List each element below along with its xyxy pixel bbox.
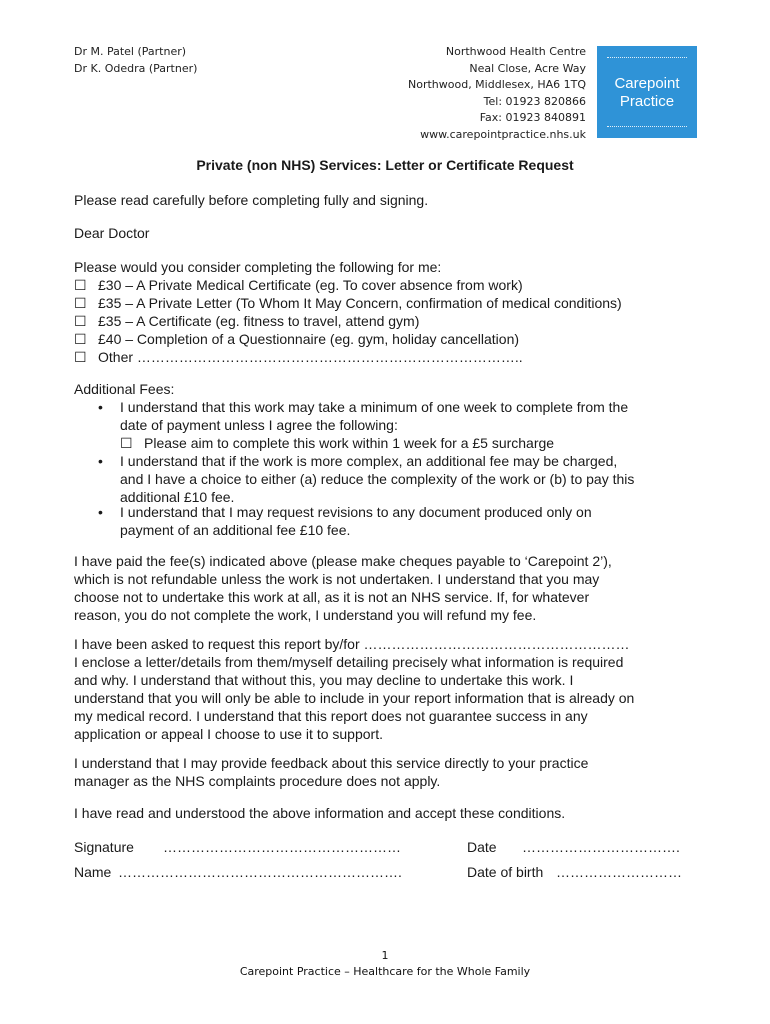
address-line: Northwood Health Centre — [445, 45, 586, 58]
option-row — [74, 294, 696, 312]
date-field[interactable]: ……………………………. — [522, 839, 680, 855]
name-field[interactable]: ……………………………………………………. — [118, 864, 402, 880]
dob-field[interactable]: ……………………… — [556, 864, 682, 880]
option-row — [74, 276, 696, 294]
checkbox-icon[interactable]: ☐ — [74, 277, 87, 293]
accept-statement: I have read and understood the above information and accept these conditions. — [74, 805, 566, 821]
document-title: Private (non NHS) Services: Letter or Certificate Request — [196, 157, 574, 173]
signature-field[interactable]: …………………………………………… — [163, 839, 401, 855]
option-label: £35 – A Certificate (eg. fitness to travel, attend gym) — [98, 313, 420, 329]
option-label: Other ……………………………………………………………………….. — [98, 349, 523, 365]
signature-label: Signature — [74, 839, 134, 855]
carepoint-logo — [597, 46, 697, 138]
bullet-icon: • — [98, 399, 103, 415]
dob-label: Date of birth — [467, 864, 544, 880]
address-line: Neal Close, Acre Way — [469, 61, 586, 75]
page-number: 1 — [381, 949, 389, 962]
option-label: £35 – A Private Letter (To Whom It May Concern, confirmation of medical conditions) — [98, 295, 622, 311]
fee-bullet-text: I understand that I may request revisions to any document produced only on payment of an additional fee £10 fee. — [120, 504, 592, 538]
website-link[interactable]: www.carepointpractice.nhs.uk — [420, 127, 586, 141]
date-label: Date — [467, 839, 497, 855]
footer-tagline: Carepoint Practice – Healthcare for the Whole Family — [239, 965, 531, 978]
partner-name: Dr K. Odedra (Partner) — [74, 61, 198, 75]
partners-block — [74, 44, 197, 77]
address-line: Northwood, Middlesex, HA6 1TQ — [407, 78, 586, 91]
checkbox-icon[interactable]: ☐ — [74, 295, 87, 311]
fee-bullet-text: I understand that if the work is more complex, an additional fee may be charged, and I have a choice to either (a) reduce the complexity of the work or (b) to pay this additional £10 fee. — [120, 453, 635, 505]
feedback-paragraph: I understand that I may provide feedback about this service directly to your practice manager as the NHS complaints procedure does not apply. — [74, 755, 589, 789]
request-lead: Please would you consider completing the following for me: — [74, 259, 442, 275]
practice-address — [408, 44, 586, 143]
address-line: Fax: 01923 840891 — [479, 111, 586, 124]
partner-name: Dr M. Patel (Partner) — [74, 45, 187, 58]
request-paragraph: I have been asked to request this report by/for ………………………………………………… I enclose a letter/details from them/myself detailing precisely what information is required and why. I understand that without this, you may decline to undertake this work. I understand that you will only be able to include in your report information that is already on my medical record. I understand that this report does not guarantee success in any application or appeal I choose to use it to support. — [74, 636, 635, 742]
salutation: Dear Doctor — [74, 225, 150, 241]
option-row — [74, 330, 696, 348]
surcharge-option — [120, 434, 696, 452]
logo-text: Carepoint Practice — [614, 75, 680, 110]
surcharge-label: Please aim to complete this work within 1 week for a £5 surcharge — [144, 435, 555, 451]
intro-text: Please read carefully before completing fully and signing. — [74, 192, 429, 208]
checkbox-icon[interactable]: ☐ — [120, 435, 133, 451]
logo-rule-bottom — [607, 126, 687, 127]
option-label: £30 – A Private Medical Certificate (eg. To cover absence from work) — [98, 277, 523, 293]
checkbox-icon[interactable]: ☐ — [74, 313, 87, 329]
logo-rule-top — [607, 57, 687, 58]
name-label: Name — [74, 864, 112, 880]
fees-heading: Additional Fees: — [74, 381, 175, 397]
bullet-icon: • — [98, 504, 103, 520]
checkbox-icon[interactable]: ☐ — [74, 349, 87, 365]
checkbox-icon[interactable]: ☐ — [74, 331, 87, 347]
bullet-icon: • — [98, 453, 103, 469]
fee-bullet-text: I understand that this work may take a minimum of one week to complete from the date of payment unless I agree the following: ☐ Please aim to complete this work within 1 week for a £5 surcharge — [120, 398, 696, 452]
option-row — [74, 348, 696, 366]
address-line: Tel: 01923 820866 — [483, 94, 586, 108]
option-label: £40 – Completion of a Questionnaire (eg. gym, holiday cancellation) — [98, 331, 520, 347]
option-list — [74, 276, 696, 366]
paid-paragraph: I have paid the fee(s) indicated above (please make cheques payable to ‘Carepoint 2’), which is not refundable unless the work is not undertaken. I understand that you may choose not to undertake this work at all, as it is not an NHS service. If, for whatever reason, you do not complete the work, I understand you will refund my fee. — [74, 553, 612, 623]
option-row — [74, 312, 696, 330]
